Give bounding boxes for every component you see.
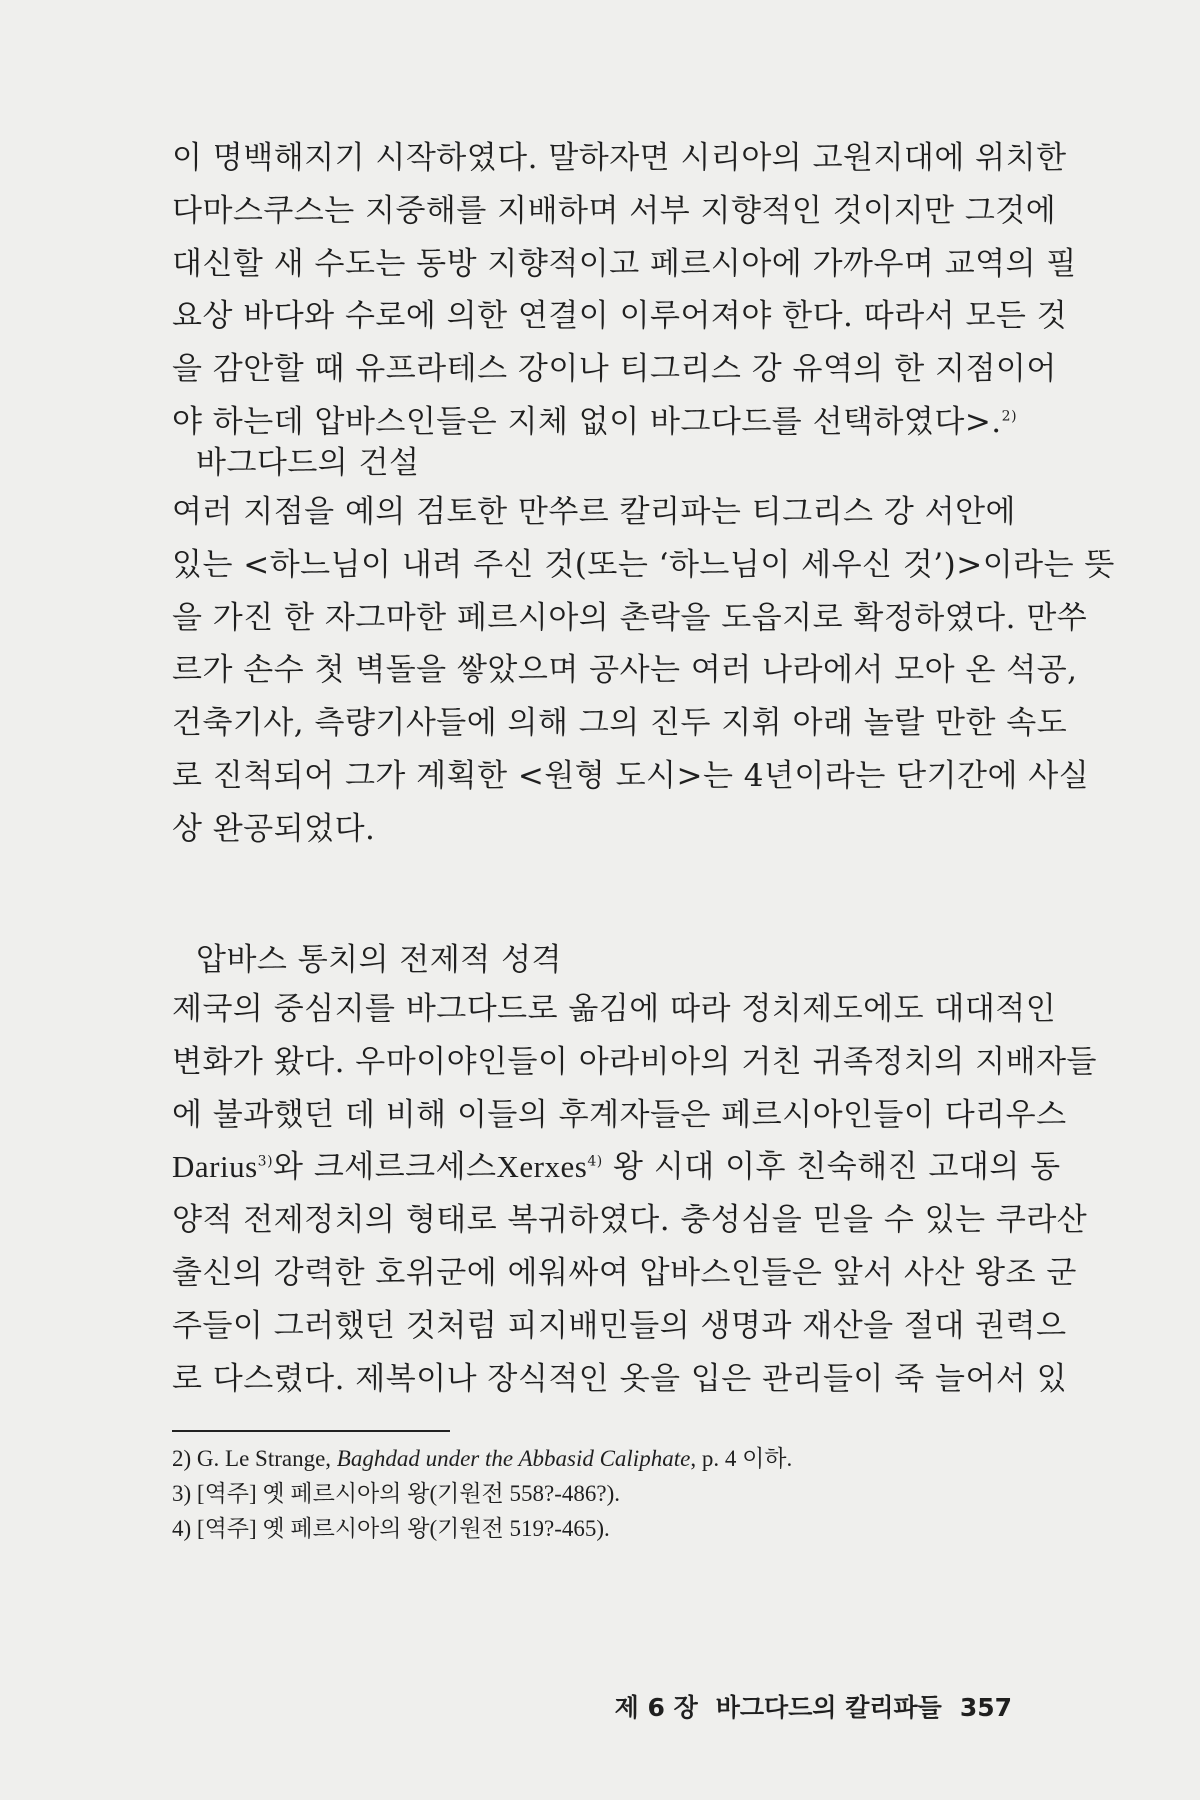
text-fragment: 왕 시대 이후 친숙해진 고대의 동 (602, 1149, 1061, 1186)
text-fragment: 2) G. Le Strange, (172, 1446, 337, 1471)
text-line: 있는 <하느님이 내려 주신 것(또는 ‘하느님이 세우신 것’)>이라는 뜻 (172, 546, 1115, 583)
section-heading-abbasid-despotism: 압바스 통치의 전제적 성격 (196, 942, 562, 978)
page-number: 357 (959, 1693, 1012, 1722)
text-line: 대신할 새 수도는 동방 지향적이고 페르시아에 가까우며 교역의 필 (172, 245, 1077, 282)
text-line: 주들이 그러했던 것처럼 피지배민들의 생명과 재산을 절대 권력으 (172, 1307, 1067, 1344)
footnote-3: 3) [역주] 옛 페르시아의 왕(기원전 558?-486?). (172, 1481, 620, 1506)
section-heading-baghdad-construction: 바그다드의 건설 (196, 445, 420, 481)
text-fragment: , p. 4 이하. (690, 1446, 793, 1471)
text-line: 다마스쿠스는 지중해를 지배하며 서부 지향적인 것이지만 그것에 (172, 192, 1057, 229)
text-line: 건축기사, 측량기사들에 의해 그의 진두 지휘 아래 놀랄 만한 속도 (172, 705, 1068, 742)
text-line: 로 진척되어 그가 계획한 <원형 도시>는 4년이라는 단기간에 사실 (172, 757, 1090, 794)
text-line: 요상 바다와 수로에 의한 연결이 이루어져야 한다. 따라서 모든 것 (172, 298, 1068, 335)
text-fragment: 야 하는데 압바스인들은 지체 없이 바그다드를 선택하였다>. (172, 403, 1002, 440)
section-paragraph-baghdad-construction (172, 486, 1115, 856)
text-line: 출신의 강력한 호위군에 에워싸여 압바스인들은 앞서 사산 왕조 군 (172, 1254, 1077, 1291)
footnote-divider (172, 1430, 450, 1432)
text-line: 양적 전제정치의 형태로 복귀하였다. 충성심을 믿을 수 있는 쿠라산 (172, 1202, 1088, 1239)
text-line: 제국의 중심지를 바그다드로 옮김에 따라 정치제도에도 대대적인 (172, 991, 1057, 1027)
text-line: 상 완공되었다. (172, 810, 376, 847)
footnote-ref-4: 4) (587, 1154, 603, 1171)
text-fragment: 와 크세르크세스 (273, 1149, 497, 1186)
text-line: 이 명백해지기 시작하였다. 말하자면 시리아의 고원지대에 위치한 (172, 140, 1067, 176)
book-title: Baghdad under the Abbasid Caliphate (336, 1446, 691, 1471)
text-line: 에 불과했던 데 비해 이들의 후계자들은 페르시아인들이 다리우스 (172, 1096, 1067, 1133)
chapter-title: 바그다드의 칼리파들 (715, 1693, 942, 1722)
text-line (172, 396, 1018, 449)
text-line: 여러 지점을 예의 검토한 만쑤르 칼리파는 티그리스 강 서안에 (172, 494, 1016, 530)
text-fragment: Darius (172, 1149, 258, 1185)
running-footer (615, 1688, 1012, 1724)
footnote-ref-3: 3) (257, 1154, 274, 1171)
section-paragraph-abbasid-despotism (172, 983, 1097, 1405)
text-line: 을 가진 한 자그마한 페르시아의 촌락을 도읍지로 확정하였다. 만쑤 (172, 599, 1088, 636)
footnote-2 (172, 1441, 1022, 1476)
text-line (172, 1141, 1061, 1194)
text-line: 을 감안할 때 유프라테스 강이나 티그리스 강 유역의 한 지점이어 (172, 351, 1057, 388)
chapter-label: 제 6 장 (614, 1693, 698, 1722)
text-fragment: Xerxes (496, 1149, 588, 1185)
text-line: 르가 손수 첫 벽돌을 쌓았으며 공사는 여러 나라에서 모아 온 석공, (172, 652, 1078, 689)
text-line: 변화가 왔다. 우마이야인들이 아라비아의 거친 귀족정치의 지배자들 (172, 1043, 1097, 1080)
footnote-4: 4) [역주] 옛 페르시아의 왕(기원전 519?-465). (172, 1516, 610, 1541)
opening-paragraph (172, 132, 1077, 449)
footnote-ref-2: 2) (1001, 408, 1018, 425)
footnotes (172, 1441, 1022, 1546)
text-line: 로 다스렸다. 제복이나 장식적인 옷을 입은 관리들이 죽 늘어서 있 (172, 1360, 1068, 1397)
